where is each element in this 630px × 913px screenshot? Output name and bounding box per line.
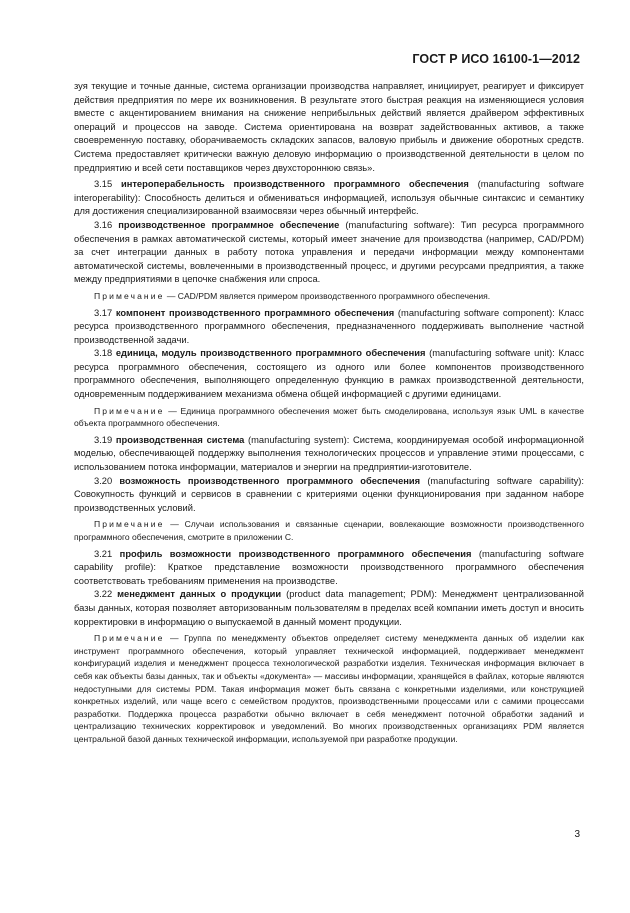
definition-text: (manufacturing system): Система, координируемая особой информационной моделью, обеспечивающей поддержку выполнения технологических процессов и управление этими процессами, с использованием потока информации, материалов и энергии на предприятии-изготовителе. [74, 434, 584, 473]
definition-3-22 [74, 588, 584, 629]
document-header: ГОСТ Р ИСО 16100-1—2012 [412, 52, 580, 66]
note-text: — CAD/PDM является примером производственного программного обеспечения. [164, 290, 491, 301]
term: интероперабельность производственного программного обеспечения [120, 179, 469, 190]
note-3-20 [74, 518, 584, 543]
clause-number: 3.18 [94, 348, 113, 359]
note-label: Примечание [94, 290, 165, 301]
page-number: 3 [574, 829, 580, 840]
term: профиль возможности производственного программного обеспечения [119, 548, 472, 559]
note-text: — Группа по менеджменту объектов определяет систему менеджмента данных об изделии как инструмент программного обеспечения, который управляет технической информацией, поддерживает менеджмент конфигураций изделия и менеджмент процесса технологической разработки изделия. Техническая информация включает в себя как объекты базы данных, так и объекты «документа» — массивы информации, хранящейся в файлах, которые являются недоступными для системы PDM. Такая информация может быть связана с конкретными изделиями, или конструкцией конкретных изделий, или чаще всего с семейством продуктов, производственными процессами или с самими процессами разработки. Поддержка процесса разработки обычно включает в себя менеджмент поточной обработки заданий и централизацию технических корректировок и уведомлений. Во многих производственных организациях PDM является центральной базой данных технической информации, используемой при разработке продукции. [74, 633, 584, 744]
term: единица, модуль производственного программного обеспечения [115, 348, 426, 359]
definition-3-18 [74, 347, 584, 401]
document-body [74, 80, 584, 750]
definition-3-16 [74, 219, 584, 287]
definition-text: (manufacturing software): Тип ресурса программного обеспечения в рамках автоматической системы, который имеет значение для производства (например, CAD/PDM) за счет интеграции данных в работу потока управления и передачи информации между компонентами автоматической системы, вовлеченными в производственный процесс, и другими ресурсами предприятия, а также между предприятиями в цепочке снабжения или спроса. [74, 219, 584, 285]
clause-number: 3.21 [94, 548, 113, 559]
definition-text: (manufacturing software interoperability): Способность делиться и обмениваться информацией, используя обычные синтаксис и семантику для достижения специализированной взаимосвязи через обычный интерфейс. [74, 179, 584, 217]
clause-number: 3.16 [94, 219, 113, 230]
definition-3-17 [74, 307, 584, 348]
term: производственная система [115, 434, 245, 445]
definition-text: (manufacturing software unit): Класс ресурса программного обеспечения, состоящего из одного или более компонентов производственного программного обеспечения, выполняющего определенную функцию в рамках производственной деятельности, одновременным поддерживанием механизма обмена общей информацией с другими единицами. [74, 348, 584, 400]
term: возможность производственного программного обеспечения [119, 475, 421, 486]
note-label: Примечание [94, 405, 165, 416]
definition-3-21 [74, 548, 584, 589]
clause-number: 3.15 [94, 179, 113, 190]
clause-number: 3.19 [94, 434, 113, 445]
note-3-18 [74, 405, 584, 430]
note-text: — Случаи использования и связанные сценарии, вовлекающие возможности производственного программного обеспечения, смотрите в приложении С. [74, 519, 584, 542]
note-3-22 [74, 632, 584, 745]
definition-3-19 [74, 434, 584, 475]
intro-paragraph: зуя текущие и точные данные, система организации производства направляет, инициирует, реагирует и фиксирует действия предприятия по мере их возникновения. В результате этого быстрая реакция на изменяющиеся условия вместе с акцентированием внимания на снижение неприбыльных действий является драйвером эффективных операций и процессов на заводе. Система ориентирована на возврат задействованных активов, а также своевременную поставку, оборачиваемость складских запасов, валовую прибыль и движение оборотных средств. Система предоставляет критически важную деловую информацию о производственной деятельности в целом по предприятию и всей сети поставщиков через двухстороннюю связь». [74, 81, 584, 173]
note-3-16 [74, 290, 584, 303]
definition-text: (manufacturing software capability): Совокупность функций и сервисов в сравнении с критериями оценки функционирования при заданном наборе производственных условий. [74, 475, 584, 513]
clause-number: 3.17 [94, 307, 113, 318]
term: менеджмент данных о продукции [117, 589, 282, 600]
term: компонент производственного программного обеспечения [115, 307, 395, 318]
note-label: Примечание [94, 519, 165, 530]
definition-text: (manufacturing software capability profile): Краткое представление возможности производственного программного обеспечения соответствовать требованиям применения на производстве. [74, 548, 584, 586]
clause-number: 3.22 [94, 589, 113, 600]
clause-number: 3.20 [94, 475, 113, 486]
definition-text: (manufacturing software component): Класс ресурса производственного программного обеспечения, предназначенного поддерживать выполнение частной производственной задачи. [74, 307, 584, 345]
term: производственное программное обеспечение [118, 219, 340, 230]
definition-text: (product data management; PDM): Менеджмент централизованной базы данных, которая позволяет авторизованным пользователям в пределах всей компании иметь доступ и вносить корректировки в информацию о выпускаемой в данный момент продукции. [74, 589, 584, 627]
definition-3-20 [74, 475, 584, 516]
note-text: — Единица программного обеспечения может быть смоделирована, используя язык UML в качестве объекта программного обеспечения. [74, 405, 584, 429]
definition-3-15 [74, 178, 584, 219]
note-label: Примечание [94, 633, 165, 644]
